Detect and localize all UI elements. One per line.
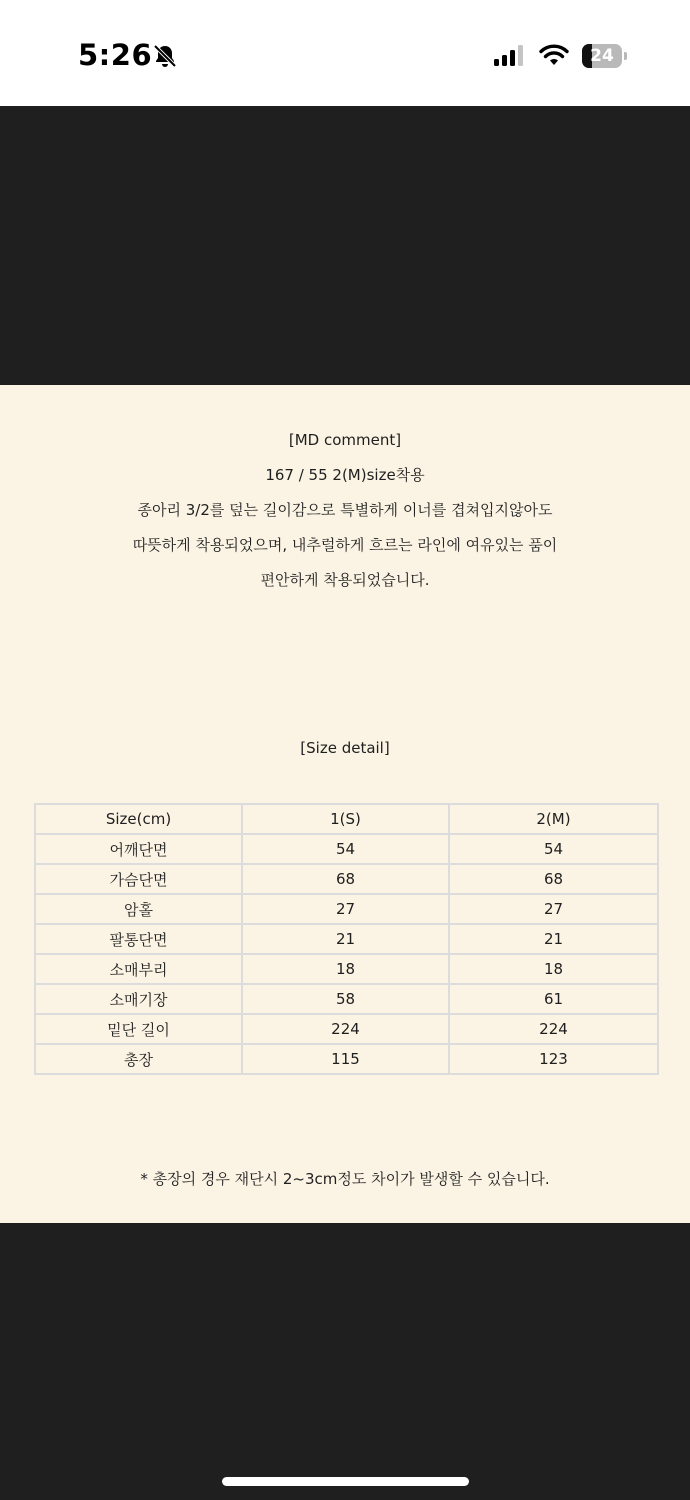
row-label: 총장 [35,1044,242,1074]
cell-s: 68 [242,864,449,894]
battery-nub [624,52,627,60]
md-comment-line: 편안하게 착용되었습니다. [260,571,430,589]
md-comment-block [0,423,690,598]
table-row [35,1044,658,1074]
md-comment-line: 따뜻하게 착용되었으며, 내추럴하게 흐르는 라인에 여유있는 품이 [132,536,558,554]
wifi-icon [538,43,570,67]
table-row [35,894,658,924]
cell-s: 115 [242,1044,449,1074]
bell-slash-icon [152,43,178,69]
cell-m: 224 [449,1014,658,1044]
table-header-row [35,804,658,834]
cell-m: 27 [449,894,658,924]
size-detail-title: [Size detail] [300,739,390,757]
table-row [35,984,658,1014]
table-row [35,954,658,984]
cell-s: 27 [242,894,449,924]
row-label: 밑단 길이 [35,1014,242,1044]
cell-s: 224 [242,1014,449,1044]
md-comment-line: 종아리 3/2를 덮는 길이감으로 특별하게 이너를 겹쳐입지않아도 [137,501,553,519]
size-table [34,803,659,1075]
home-indicator[interactable] [222,1477,469,1486]
row-label: 가슴단면 [35,864,242,894]
header-cell-s: 1(S) [242,804,449,834]
cell-m: 18 [449,954,658,984]
battery-icon [582,44,624,68]
cell-s: 58 [242,984,449,1014]
md-comment-line: 167 / 55 2(M)size착용 [265,466,425,484]
status-time: 5:26 [78,38,153,72]
bottom-image-placeholder [0,1223,690,1500]
cell-m: 54 [449,834,658,864]
battery-body [582,44,622,68]
row-label: 팔통단면 [35,924,242,954]
md-comment-title: [MD comment] [288,431,402,449]
table-row [35,834,658,864]
cellular-signal-icon [494,45,524,67]
cell-s: 54 [242,834,449,864]
cell-m: 68 [449,864,658,894]
row-label: 소매부리 [35,954,242,984]
cell-m: 61 [449,984,658,1014]
cell-m: 21 [449,924,658,954]
table-row [35,924,658,954]
top-image-placeholder [0,106,690,385]
header-cell-size: Size(cm) [35,804,242,834]
cell-s: 21 [242,924,449,954]
cell-m: 123 [449,1044,658,1074]
product-detail-content [0,385,690,1223]
battery-level: 24 [590,46,614,66]
table-row [35,864,658,894]
cell-s: 18 [242,954,449,984]
row-label: 소매기장 [35,984,242,1014]
table-row [35,1014,658,1044]
status-bar [0,0,690,106]
header-cell-m: 2(M) [449,804,658,834]
size-note: * 총장의 경우 재단시 2~3cm정도 차이가 발생할 수 있습니다. [140,1170,550,1188]
row-label: 암홀 [35,894,242,924]
row-label: 어깨단면 [35,834,242,864]
